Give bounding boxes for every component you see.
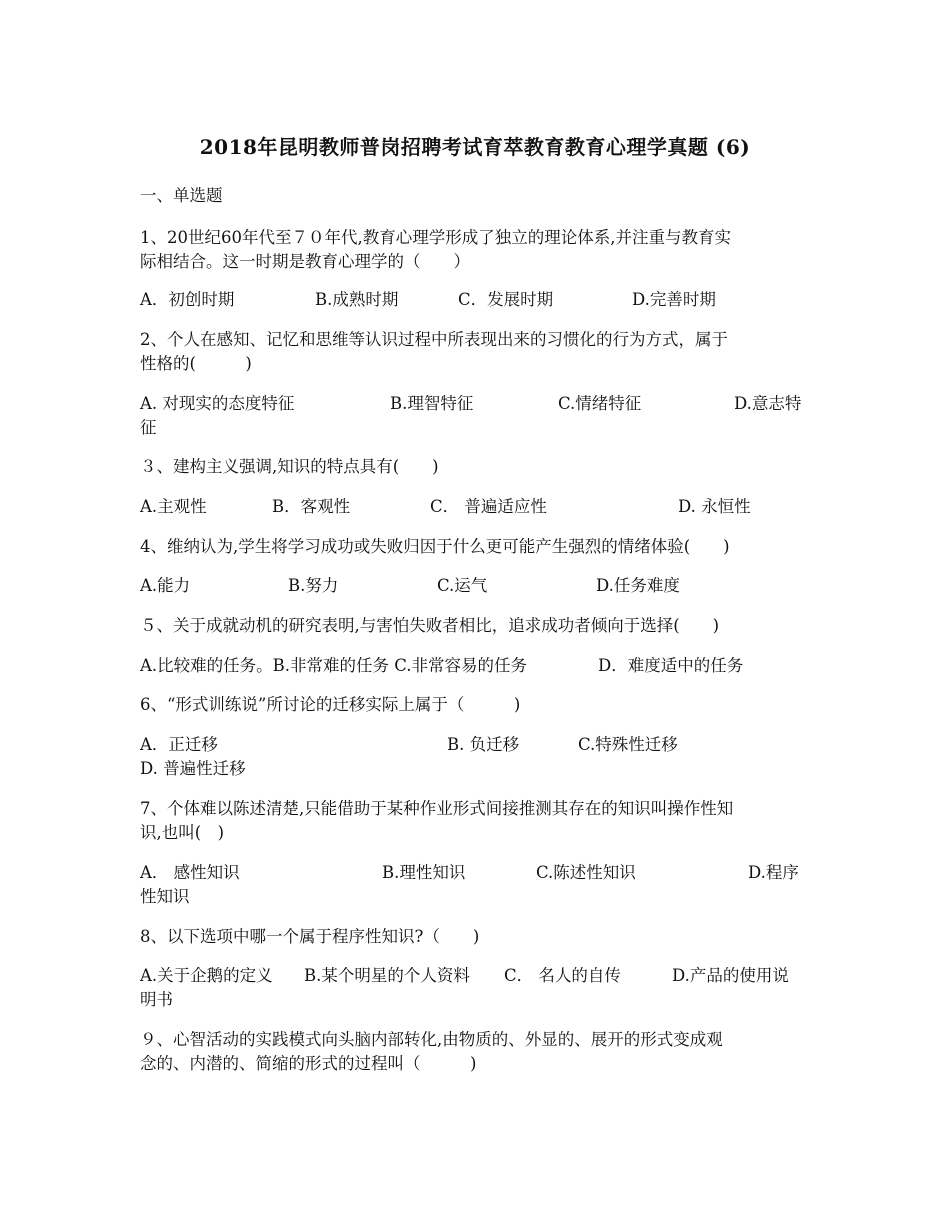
question-7-option-d: D.程序	[748, 863, 799, 882]
question-8-option-b: B.某个明星的个人资料	[304, 966, 470, 985]
question-8-line-1: 8、以下选项中哪一个属于程序性知识?（ )	[140, 927, 480, 946]
question-9-line-1: ９、心智活动的实践模式向头脑内部转化,由物质的、外显的、展开的形式变成观	[140, 1030, 723, 1049]
question-7-option-d-wrap: 性知识	[140, 887, 190, 906]
question-1-option-b: B.成熟时期	[315, 290, 399, 309]
question-3-option-a: A.主观性	[140, 497, 207, 516]
page-title: 2018年昆明教师普岗招聘考试育萃教育教育心理学真题 (6)	[199, 135, 751, 159]
question-5-options-abc: A.比较难的任务。B.非常难的任务 C.非常容易的任务	[140, 656, 528, 675]
question-6-option-b: B. 负迁移	[447, 735, 520, 754]
question-2-line-1: 2、个人在感知、记忆和思维等认识过程中所表现出来的习惯化的行为方式，属于	[140, 330, 728, 349]
question-3-option-b: B．客观性	[272, 497, 351, 516]
question-2-option-d-wrap: 征	[140, 418, 157, 437]
question-3-option-c: C． 普遍适应性	[430, 497, 547, 516]
question-1-line-2: 际相结合。这一时期是教育心理学的（ ）	[140, 252, 470, 271]
question-8-option-d-wrap: 明书	[140, 990, 173, 1009]
question-5-line-1: ５、关于成就动机的研究表明,与害怕失败者相比，追求成功者倾向于选择( )	[140, 616, 720, 635]
question-3-option-d: D. 永恒性	[678, 497, 751, 516]
question-8-option-d: D.产品的使用说	[672, 966, 789, 985]
question-6-option-c: C.特殊性迁移	[578, 735, 678, 754]
question-2-option-d: D.意志特	[734, 394, 802, 413]
question-4-option-b: B.努力	[288, 576, 339, 595]
question-1-option-d: D.完善时期	[632, 290, 716, 309]
question-4-option-a: A.能力	[140, 576, 191, 595]
question-1-option-a: A．初创时期	[140, 290, 235, 309]
question-2-option-c: C.情绪特征	[558, 394, 642, 413]
question-2-line-2: 性格的( )	[140, 354, 252, 373]
question-4-line-1: 4、维纳认为,学生将学习成功或失败归因于什么更可能产生强烈的情绪体验( )	[140, 537, 730, 556]
question-7-option-b: B.理性知识	[382, 863, 466, 882]
question-7-line-2: 识,也叫( )	[140, 823, 225, 842]
question-8-option-a: A.关于企鹅的定义	[140, 966, 273, 985]
question-4-option-d: D.任务难度	[596, 576, 680, 595]
question-6-line-1: 6、“形式训练说”所讨论的迁移实际上属于（ )	[140, 695, 521, 714]
question-7-option-a: A． 感性知识	[140, 863, 240, 882]
question-7-option-c: C.陈述性知识	[536, 863, 636, 882]
question-6-option-d: D. 普遍性迁移	[140, 759, 246, 778]
question-3-line-1: ３、建构主义强调,知识的特点具有( )	[140, 457, 439, 476]
question-4-option-c: C.运气	[437, 576, 488, 595]
question-9-line-2: 念的、内潜的、简缩的形式的过程叫（ )	[140, 1054, 477, 1073]
question-8-option-c: C． 名人的自传	[504, 966, 621, 985]
question-6-option-a: A．正迁移	[140, 735, 218, 754]
question-1-line-1: 1、20世纪60年代至７０年代,教育心理学形成了独立的理论体系,并注重与教育实	[140, 228, 731, 247]
question-7-line-1: 7、个体难以陈述清楚,只能借助于某种作业形式间接推测其存在的知识叫操作性知	[140, 799, 734, 818]
section-heading: 一、单选题	[140, 186, 223, 205]
question-2-option-a: A. 对现实的态度特征	[140, 394, 295, 413]
question-1-option-c: C．发展时期	[458, 290, 554, 309]
question-5-option-d: D．难度适中的任务	[598, 656, 744, 675]
question-2-option-b: B.理智特征	[390, 394, 474, 413]
